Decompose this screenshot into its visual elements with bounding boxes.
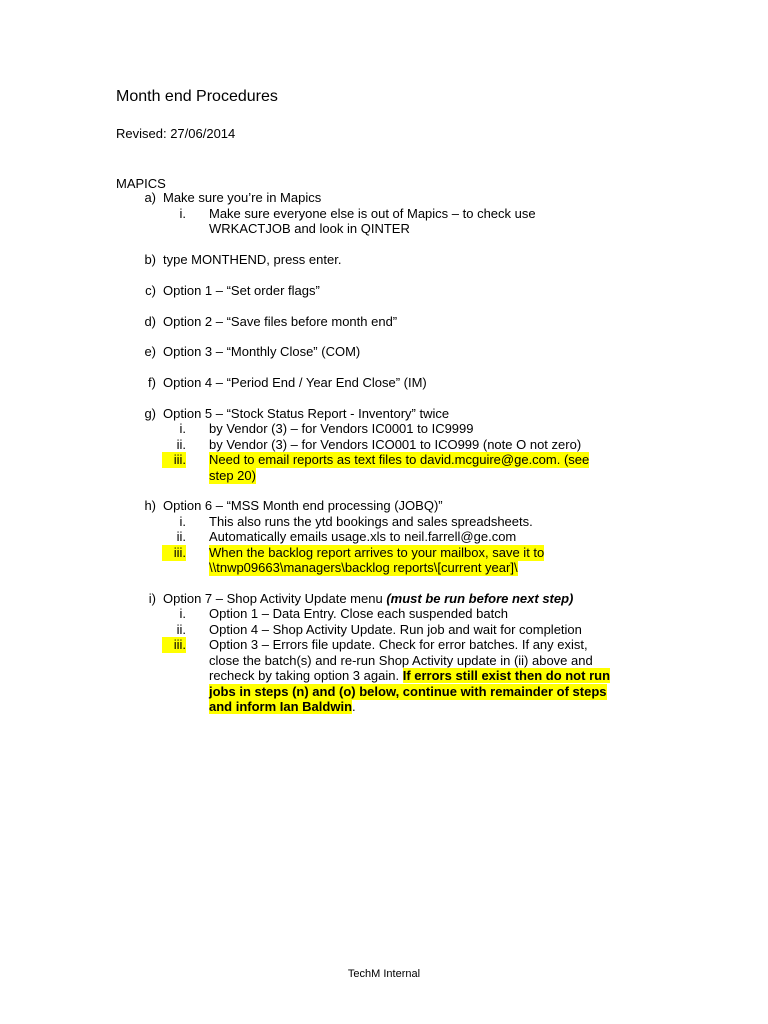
footer-classification: TechM Internal [347,968,421,980]
step-h-ii-text: Automatically emails usage.xls to neil.farrell@ge.com [209,529,517,544]
step-a-i-line1: Make sure everyone else is out of Mapics – to check use [209,206,536,221]
step-i-iii-line4-bold: jobs in steps (n) and (o) below, continue with remainder of steps [209,684,607,699]
step-h-i-text: This also runs the ytd bookings and sales spreadsheets. [209,514,533,529]
document-title: Month end Procedures [116,88,278,105]
step-i-iii-line3-bold: If errors still exist then do not run [402,668,611,683]
step-a-i-line2: WRKACTJOB and look in QINTER [209,221,410,236]
step-c-marker: c) [145,283,156,298]
step-i-emphasis: (must be run before next step) [386,591,574,606]
step-f-marker: f) [148,375,156,390]
step-g-ii-marker: ii. [176,437,186,452]
section-title-mapics: MAPICS [116,176,166,191]
step-i-i-marker: i. [179,606,186,621]
step-h-marker: h) [144,498,156,513]
step-f-text: Option 4 – “Period End / Year End Close” (IM) [163,375,427,390]
step-i-iii-line5-end: . [352,699,356,714]
step-h-text: Option 6 – “MSS Month end processing (JOBQ)” [163,498,443,513]
step-g-iii-line2: step 20) [209,468,256,483]
step-g-ii-text: by Vendor (3) – for Vendors ICO001 to ICO999 (note O not zero) [209,437,582,452]
step-h-i-marker: i. [179,514,186,529]
step-c-text: Option 1 – “Set order flags” [163,283,320,298]
step-b-text: type MONTHEND, press enter. [163,252,342,267]
step-i-iii-marker: iii. [162,637,186,653]
step-h-iii-line2: \\tnwp09663\managers\backlog reports\[current year]\ [209,560,518,575]
step-i-ii-text: Option 4 – Shop Activity Update. Run job and wait for completion [209,622,582,637]
step-h-ii-marker: ii. [176,529,186,544]
step-g-iii-marker: iii. [162,452,186,468]
step-g-iii-line1: Need to email reports as text files to david.mcguire@ge.com. (see [209,452,590,467]
step-a-marker: a) [144,190,156,205]
step-d-text: Option 2 – “Save files before month end” [163,314,398,329]
step-g-i-text: by Vendor (3) – for Vendors IC0001 to IC9999 [209,421,474,436]
step-i-iii-line1: Option 3 – Errors file update. Check for error batches. If any exist, [209,637,588,652]
step-h-iii-line1: When the backlog report arrives to your mailbox, save it to [209,545,545,560]
step-i-ii-marker: ii. [176,622,186,637]
revised-date: Revised: 27/06/2014 [116,126,236,141]
step-i-iii-line2: close the batch(s) and re-run Shop Activity update in (ii) above and [209,653,593,668]
step-d-marker: d) [144,314,156,329]
step-a-i-marker: i. [179,206,186,221]
step-i-iii-line3-plain: recheck by taking option 3 again. [209,668,400,683]
step-i-iii-line5-bold: and inform Ian Baldwin [209,699,353,714]
step-h-iii-marker: iii. [162,545,186,561]
step-e-marker: e) [144,344,156,359]
step-e-text: Option 3 – “Monthly Close” (COM) [163,344,361,359]
step-b-marker: b) [144,252,156,267]
step-g-i-marker: i. [179,421,186,436]
step-i-i-text: Option 1 – Data Entry. Close each suspended batch [209,606,508,621]
step-g-marker: g) [144,406,156,421]
step-i-text: Option 7 – Shop Activity Update menu [163,591,383,606]
step-g-text: Option 5 – “Stock Status Report - Inventory” twice [163,406,450,421]
step-i-marker: i) [148,591,156,606]
step-a-text: Make sure you’re in Mapics [163,190,322,205]
